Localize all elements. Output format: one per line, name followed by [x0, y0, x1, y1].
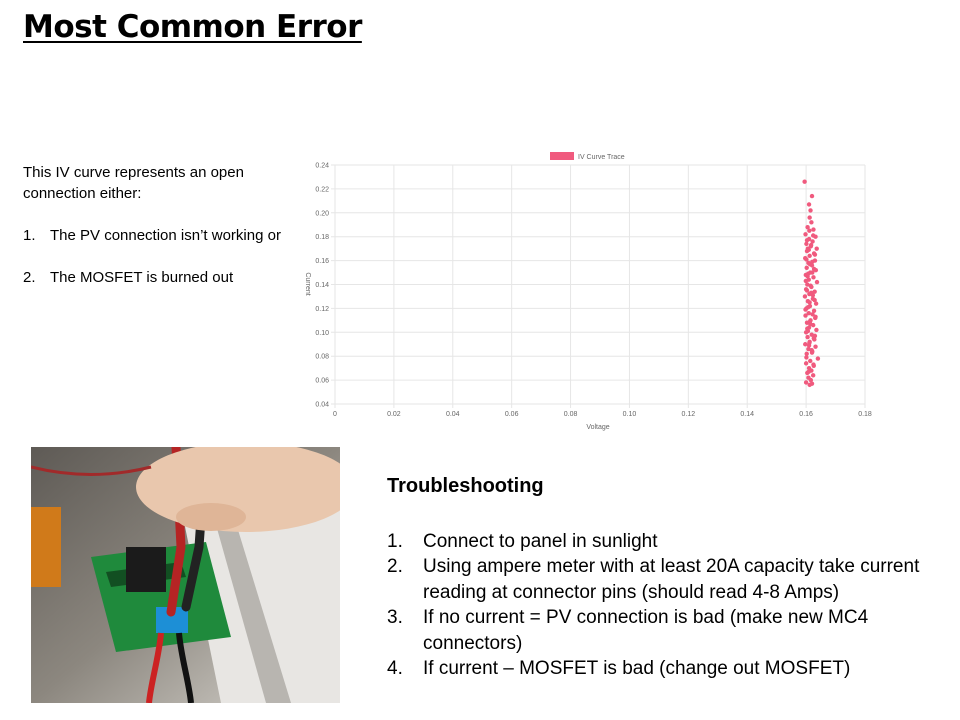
iv-curve-chart [298, 148, 878, 433]
slide-title: Most Common Error [23, 9, 362, 45]
circuit-board-photo [31, 447, 340, 703]
list-item-text: The MOSFET is burned out [50, 269, 234, 286]
data-point [811, 373, 815, 377]
data-point [803, 307, 807, 311]
data-point [803, 232, 807, 236]
y-tick-label: 0.24 [315, 162, 329, 170]
data-point [816, 356, 820, 360]
data-point [810, 260, 814, 264]
x-tick-label: 0.14 [740, 411, 755, 418]
data-point [809, 220, 813, 224]
step-text: If no current = PV connection is bad (make new MC4 connectors) [423, 607, 869, 654]
mosfet-component [126, 547, 166, 592]
step-number: 1. [387, 530, 403, 552]
x-tick-label: 0.16 [799, 411, 813, 418]
x-tick-label: 0.06 [504, 411, 519, 418]
data-point [803, 342, 807, 346]
data-point [812, 336, 816, 340]
step-text: If current – MOSFET is bad (change out MOSFET) [423, 658, 851, 679]
data-point [809, 243, 813, 247]
troubleshooting-block [387, 474, 947, 682]
description-list [23, 225, 293, 288]
list-item [387, 529, 947, 555]
chart-legend [550, 152, 625, 161]
y-tick-label: 0.10 [315, 329, 329, 337]
data-point [807, 248, 811, 252]
data-point [807, 215, 811, 219]
step-text: Using ampere meter with at least 20A capacity take current reading at connector pins (should read 4-8 Amps) [423, 556, 920, 603]
troubleshooting-heading: Troubleshooting [387, 475, 544, 497]
x-axis-ticks [333, 411, 872, 418]
list-item [387, 605, 947, 656]
data-point [808, 322, 812, 326]
data-point [811, 275, 815, 279]
y-axis-ticks [315, 163, 329, 409]
description-block [23, 162, 293, 309]
data-point [807, 300, 811, 304]
data-point [804, 361, 808, 365]
x-tick-label: 0.12 [681, 411, 696, 418]
list-item [387, 656, 947, 682]
data-point [807, 202, 811, 206]
x-tick-label: 0.18 [858, 411, 872, 418]
y-tick-label: 0.20 [315, 210, 329, 218]
list-item-text: The PV connection isn’t working or [50, 227, 281, 244]
y-tick-label: 0.14 [315, 282, 329, 289]
data-point [814, 328, 818, 332]
list-item-number: 1. [23, 227, 36, 244]
orange-tool [31, 507, 61, 587]
data-point [803, 294, 807, 298]
list-item [387, 554, 947, 605]
data-point [813, 252, 817, 256]
data-point [802, 180, 806, 184]
data-point [807, 370, 811, 374]
list-item [23, 267, 293, 288]
data-point [810, 350, 814, 354]
chart-svg [298, 148, 878, 433]
data-point [808, 359, 812, 363]
list-item-number: 2. [23, 269, 36, 286]
data-point [803, 313, 807, 317]
data-point [804, 279, 808, 283]
data-point [807, 229, 811, 233]
data-point [811, 227, 815, 231]
legend-swatch [550, 152, 574, 160]
y-tick-label: 0.18 [315, 234, 329, 242]
step-text: Connect to panel in sunlight [423, 530, 658, 552]
x-axis-label: Voltage [586, 424, 610, 431]
data-point [810, 194, 814, 198]
x-tick-label: 0.08 [563, 411, 578, 418]
y-tick-label: 0.22 [315, 186, 329, 194]
data-point [815, 280, 819, 284]
data-point [807, 254, 811, 258]
y-tick-label: 0.08 [315, 353, 329, 361]
step-number: 3. [387, 607, 403, 628]
data-point [805, 288, 809, 292]
photo-illustration [31, 447, 340, 703]
data-point [807, 383, 811, 387]
data-point [812, 267, 816, 271]
data-point [811, 233, 815, 237]
data-point [807, 343, 811, 347]
y-tick-label: 0.06 [315, 377, 329, 385]
y-tick-label: 0.12 [315, 305, 329, 313]
data-point [806, 272, 810, 276]
troubleshooting-steps [387, 529, 947, 682]
data-point [804, 257, 808, 261]
data-point [805, 335, 809, 339]
chart-grid [331, 165, 865, 408]
data-point [804, 355, 808, 359]
list-item [23, 225, 293, 246]
x-tick-label: 0 [333, 411, 337, 418]
x-tick-label: 0.02 [387, 411, 401, 418]
data-point [805, 238, 809, 242]
step-number: 4. [387, 658, 403, 679]
data-point [808, 208, 812, 212]
data-point [811, 293, 815, 297]
finger [176, 503, 246, 531]
data-point [812, 298, 816, 302]
x-tick-label: 0.04 [445, 411, 460, 418]
data-point [806, 329, 810, 333]
legend-label: IV Curve Trace [578, 154, 625, 161]
y-tick-label: 0.04 [315, 401, 329, 409]
step-number: 2. [387, 556, 403, 577]
x-tick-label: 0.10 [622, 411, 637, 418]
data-point [805, 266, 809, 270]
y-tick-label: 0.16 [315, 258, 329, 266]
data-point [811, 362, 815, 366]
data-point [813, 315, 817, 319]
data-point [815, 246, 819, 250]
y-axis-label: Current [304, 272, 311, 296]
data-point [813, 344, 817, 348]
data-point [808, 283, 812, 287]
description-intro: This IV curve represents an open connection either: [23, 164, 244, 202]
